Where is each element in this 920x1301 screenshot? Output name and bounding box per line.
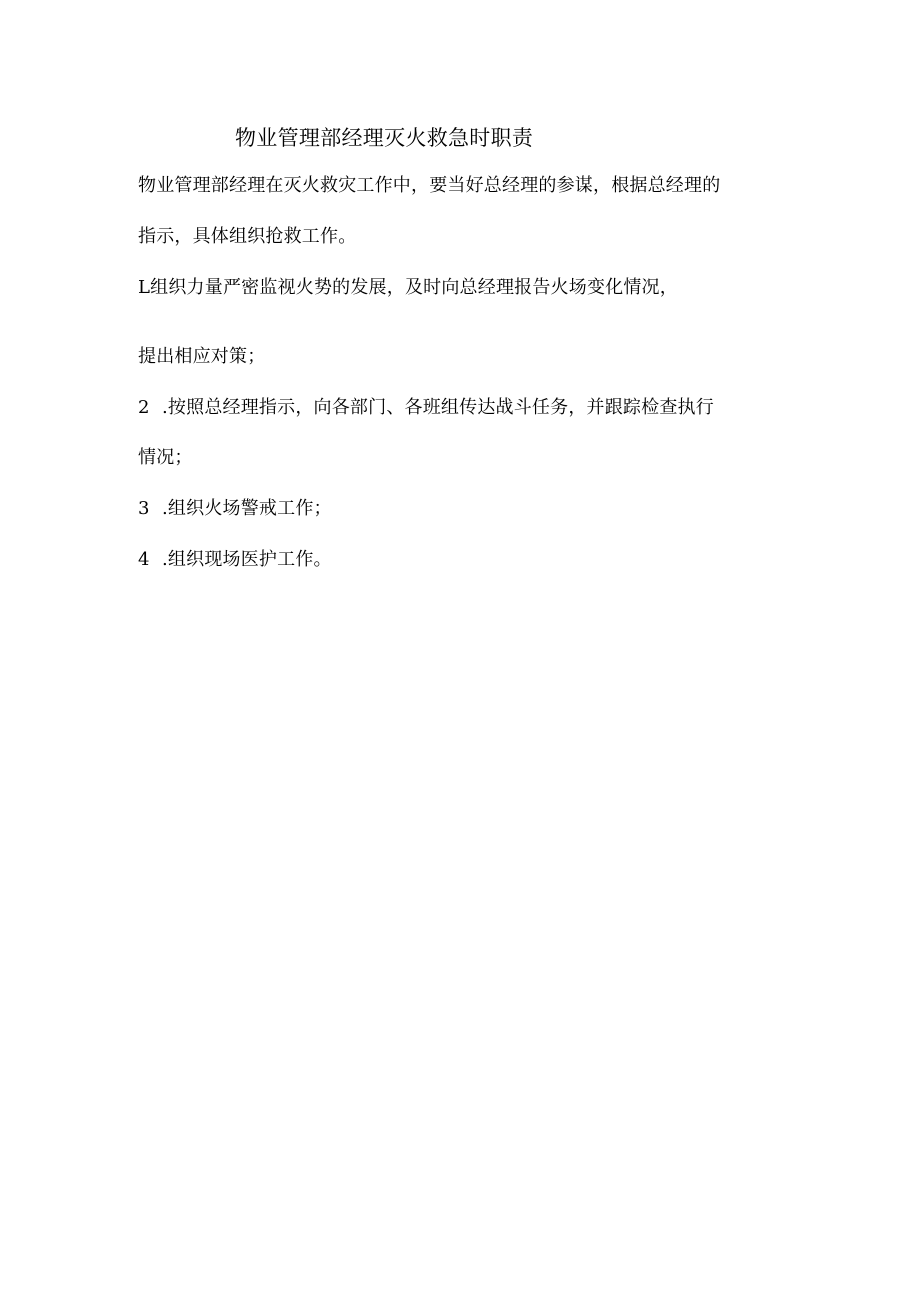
item-4 — [138, 548, 332, 572]
item-2-number: 2 — [138, 397, 150, 418]
item-2-line-1 — [138, 396, 714, 420]
document-title: 物业管理部经理灭火救急时职责 — [235, 126, 534, 150]
item-3 — [138, 497, 332, 521]
item-3-text: .组织火场警戒工作； — [162, 498, 332, 519]
intro-line-1: 物业管理部经理在灭火救灾工作中，要当好总经理的参谋，根据总经理的 — [138, 175, 721, 196]
item-4-number: 4 — [138, 549, 150, 570]
item-1-line-2: 提出相应对策； — [138, 346, 266, 367]
item-2-line-2: 情况； — [138, 447, 193, 468]
item-4-text: .组织现场医护工作。 — [162, 549, 332, 570]
item-2-text: .按照总经理指示，向各部门、各班组传达战斗任务，并跟踪检查执行 — [162, 397, 714, 418]
item-1-line-1: L组织力量严密监视火势的发展，及时向总经理报告火场变化情况， — [138, 277, 678, 298]
item-3-number: 3 — [138, 498, 150, 519]
intro-line-2: 指示，具体组织抢救工作。 — [138, 226, 357, 247]
